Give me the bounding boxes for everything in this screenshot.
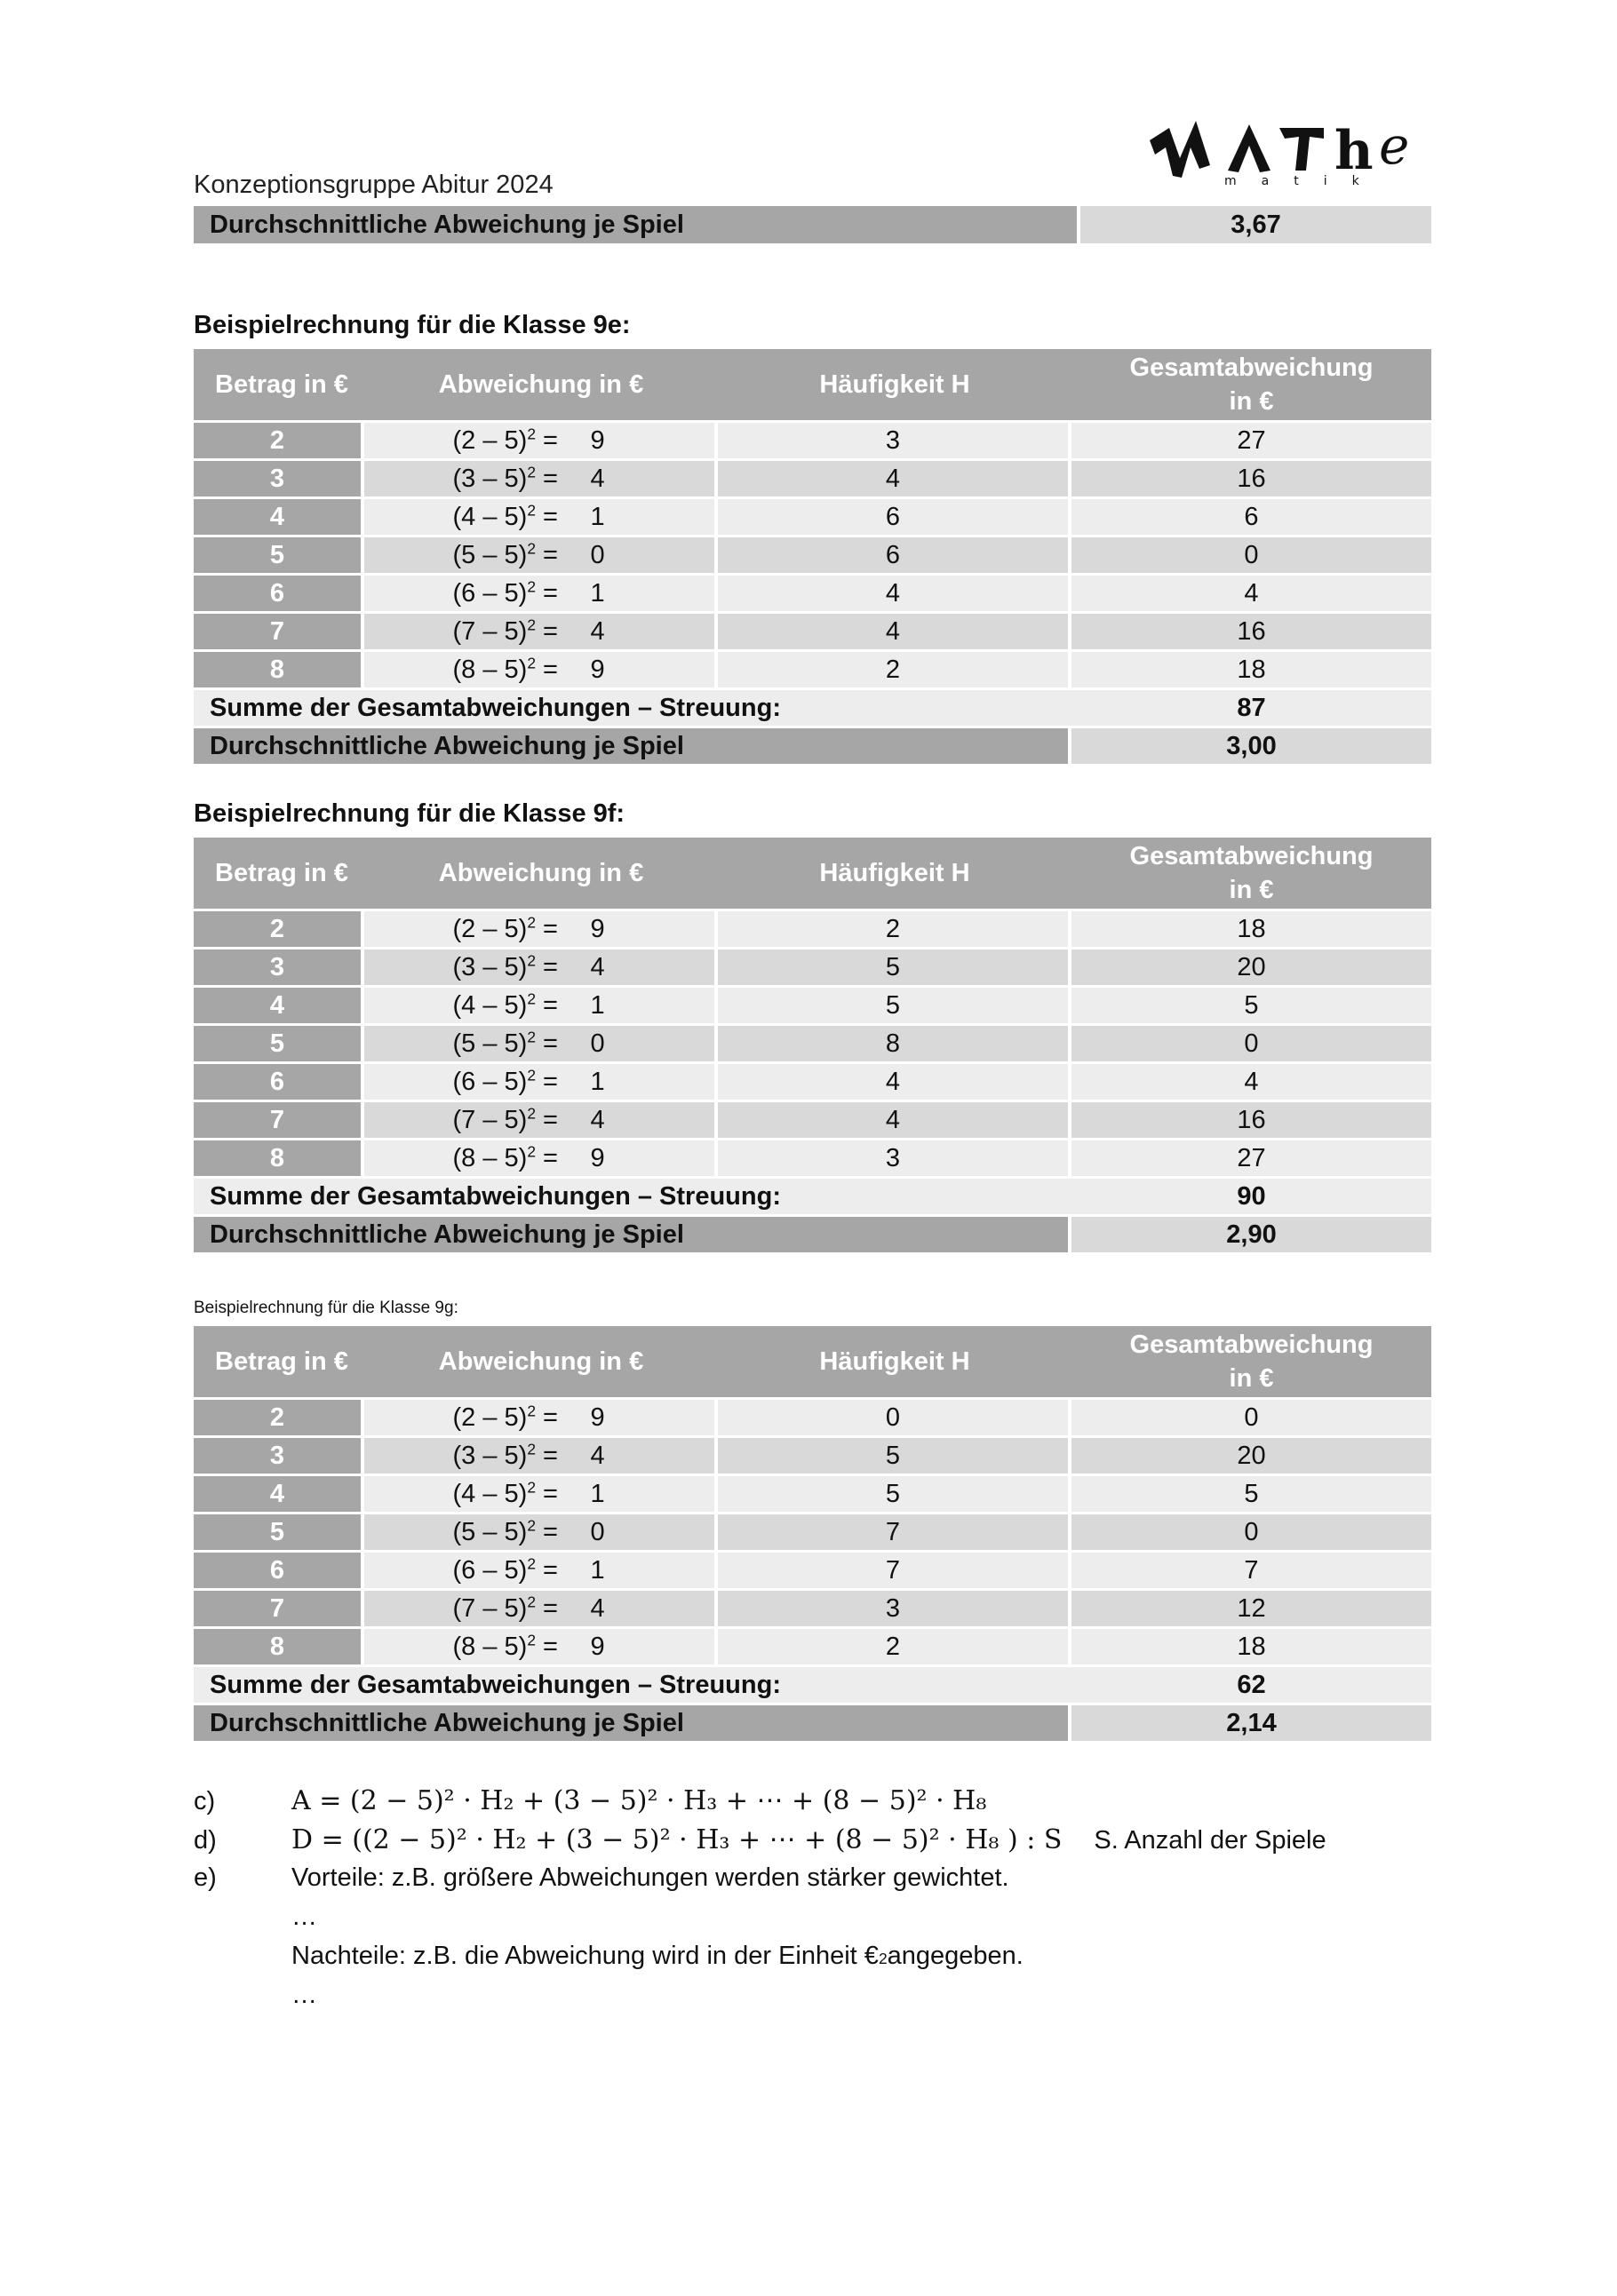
col-header-betrag: Betrag in € [194,349,364,420]
cell-deviation: (5 – 5)$^2$ = 0 [364,537,718,573]
cell-deviation: (8 – 5)$^2$ = 9 [364,652,718,687]
cell-amount: 3 [194,461,364,497]
cell-amount: 2 [194,423,364,458]
answer-e-ellipsis-1 [194,1903,1438,1942]
cell-total: 16 [1071,461,1431,497]
cell-deviation: (3 – 5)$^2$ = 4 [364,461,718,497]
deviation-exp: 2 [527,1439,536,1458]
average-value: 2,90 [1071,1217,1431,1252]
deviation-expr: (3 – 5) [452,952,528,981]
deviation-result: 1 [590,1067,605,1096]
header-text: Konzeptionsgruppe Abitur 2024 [194,171,554,199]
deviation-exp: 2 [527,1027,536,1045]
cell-total: 18 [1071,911,1431,947]
cell-deviation: (3 – 5)$^2$ = 4 [364,949,718,985]
deviation-result: 1 [590,502,605,531]
deviation-result: 1 [590,990,605,1020]
deviation-exp: 2 [527,1515,536,1534]
cell-total: 0 [1071,1400,1431,1435]
cell-frequency: 5 [718,949,1071,985]
cell-total: 6 [1071,499,1431,535]
cell-deviation: (7 – 5)$^2$ = 4 [364,1102,718,1138]
cell-frequency: 5 [718,988,1071,1023]
cell-total: 27 [1071,1140,1431,1176]
deviation-exp: 2 [527,462,536,481]
cell-deviation: (6 – 5)$^2$ = 1 [364,1064,718,1100]
answer-e-dots-2: … [291,1981,317,2009]
table-row [194,949,1431,985]
deviation-expr: (8 – 5) [452,655,528,684]
top-average-value: 3,67 [1080,206,1431,243]
deviation-result: 1 [590,1479,605,1508]
cell-total: 5 [1071,988,1431,1023]
cell-total: 12 [1071,1591,1431,1626]
cell-amount: 8 [194,1629,364,1664]
deviation-result: 4 [590,1441,605,1470]
answer-d-note: S. Anzahl der Spiele [1094,1826,1326,1855]
answer-d-formula: D = ((2 − 5)² · H₂ + (3 − 5)² · H₃ + ⋯ + (8 − 5)² · H₈ ) : S [291,1824,1063,1855]
cell-deviation: (8 – 5)$^2$ = 9 [364,1140,718,1176]
cell-amount: 6 [194,1553,364,1588]
section-title-9f: Beispielrechnung für die Klasse 9f: [194,799,625,828]
cell-amount: 4 [194,499,364,535]
table-header-row [194,349,1431,420]
cell-frequency: 3 [718,1140,1071,1176]
deviation-expr: (4 – 5) [452,990,528,1020]
col-header-betrag: Betrag in € [194,838,364,909]
deviation-result: 4 [590,1105,605,1134]
cell-total: 18 [1071,652,1431,687]
deviation-exp: 2 [527,424,536,442]
deviation-exp: 2 [527,950,536,969]
table-row [194,652,1431,687]
deviation-expr: (8 – 5) [452,1632,528,1661]
deviation-exp: 2 [527,1103,536,1122]
top-average-label: Durchschnittliche Abweichung je Spiel [194,206,1077,243]
cell-amount: 6 [194,576,364,611]
cell-total: 0 [1071,537,1431,573]
cell-amount: 3 [194,1438,364,1474]
cell-deviation: (2 – 5)$^2$ = 9 [364,1400,718,1435]
table-row [194,576,1431,611]
answer-e-nachteile: Nachteile: z.B. die Abweichung wird in der Einheit € 2 angegeben. [291,1942,1024,1970]
deviation-result: 9 [590,1402,605,1432]
col-header-gesamt-line1: Gesamtabweichung [1129,354,1374,382]
deviation-expr: (5 – 5) [452,540,528,569]
cell-total: 0 [1071,1514,1431,1550]
cell-deviation: (5 – 5)$^2$ = 0 [364,1026,718,1061]
deviation-exp: 2 [527,1553,536,1572]
cell-deviation: (8 – 5)$^2$ = 9 [364,1629,718,1664]
cell-deviation: (4 – 5)$^2$ = 1 [364,1476,718,1512]
table-row [194,614,1431,649]
deviation-exp: 2 [527,538,536,557]
cell-total: 18 [1071,1629,1431,1664]
cell-deviation: (5 – 5)$^2$ = 0 [364,1514,718,1550]
cell-total: 5 [1071,1476,1431,1512]
deviation-exp: 2 [527,912,536,931]
table-row [194,537,1431,573]
deviation-result: 1 [590,1555,605,1585]
cell-amount: 5 [194,537,364,573]
table-row [194,1629,1431,1664]
cell-frequency: 4 [718,1064,1071,1100]
cell-amount: 5 [194,1026,364,1061]
table-row [194,1140,1431,1176]
cell-frequency: 2 [718,652,1071,687]
cell-frequency: 3 [718,423,1071,458]
deviation-result: 4 [590,616,605,646]
cell-amount: 8 [194,652,364,687]
table-row [194,423,1431,458]
cell-amount: 2 [194,911,364,947]
svg-text:e: e [1379,115,1410,176]
deviation-result: 9 [590,914,605,943]
cell-deviation: (7 – 5)$^2$ = 4 [364,1591,718,1626]
col-header-gesamtabweichung [1071,349,1431,420]
deviation-exp: 2 [527,576,536,595]
average-label: Durchschnittliche Abweichung je Spiel [194,1705,1071,1741]
deviation-expr: (4 – 5) [452,1479,528,1508]
average-row [194,728,1431,764]
average-row [194,1217,1431,1252]
answers-block [194,1785,1438,2020]
sum-value: 90 [1071,1179,1431,1214]
cell-total: 20 [1071,949,1431,985]
sum-row [194,690,1431,726]
sum-row [194,1667,1431,1703]
table-9g [194,1323,1431,1744]
deviation-expr: (7 – 5) [452,1105,528,1134]
col-header-gesamt-line2: in € [1229,387,1274,416]
sum-row [194,1179,1431,1214]
cell-frequency: 4 [718,1102,1071,1138]
cell-frequency: 5 [718,1476,1071,1512]
average-label: Durchschnittliche Abweichung je Spiel [194,1217,1071,1252]
col-header-gesamt-line1: Gesamtabweichung [1129,1331,1374,1359]
cell-total: 27 [1071,423,1431,458]
table-row [194,1064,1431,1100]
svg-text:h: h [1334,120,1374,182]
table-row [194,461,1431,497]
cell-frequency: 0 [718,1400,1071,1435]
table-header-row [194,838,1431,909]
col-header-abweichung: Abweichung in € [364,1326,718,1397]
col-header-gesamtabweichung [1071,1326,1431,1397]
table-row [194,1102,1431,1138]
cell-deviation: (6 – 5)$^2$ = 1 [364,1553,718,1588]
deviation-exp: 2 [527,989,536,1007]
deviation-exp: 2 [527,653,536,671]
cell-amount: 4 [194,1476,364,1512]
answer-d [194,1824,1438,1863]
cell-deviation: (4 – 5)$^2$ = 1 [364,499,718,535]
answer-c [194,1785,1438,1824]
answer-e-dots-1: … [291,1903,317,1931]
deviation-result: 9 [590,1143,605,1172]
deviation-exp: 2 [527,1401,536,1419]
cell-amount: 8 [194,1140,364,1176]
cell-deviation: (3 – 5)$^2$ = 4 [364,1438,718,1474]
cell-amount: 7 [194,1102,364,1138]
deviation-result: 9 [590,425,605,455]
section-title-9g: Beispielrechnung für die Klasse 9g: [194,1299,458,1317]
average-label: Durchschnittliche Abweichung je Spiel [194,728,1071,764]
cell-frequency: 4 [718,461,1071,497]
deviation-expr: (2 – 5) [452,914,528,943]
cell-total: 16 [1071,614,1431,649]
cell-frequency: 4 [718,576,1071,611]
col-header-abweichung: Abweichung in € [364,349,718,420]
cell-frequency: 2 [718,1629,1071,1664]
table-row [194,1438,1431,1474]
table-row [194,988,1431,1023]
cell-amount: 7 [194,1591,364,1626]
deviation-exp: 2 [527,500,536,519]
deviation-result: 4 [590,1593,605,1623]
sum-label: Summe der Gesamtabweichungen – Streuung: [194,690,1071,726]
answer-e-vorteile: Vorteile: z.B. größere Abweichungen werden stärker gewichtet. [291,1863,1009,1892]
deviation-expr: (5 – 5) [452,1517,528,1546]
deviation-result: 1 [590,578,605,608]
table-header-row [194,1326,1431,1397]
cell-frequency: 5 [718,1438,1071,1474]
cell-frequency: 7 [718,1514,1071,1550]
deviation-result: 9 [590,655,605,684]
deviation-exp: 2 [527,1592,536,1610]
deviation-expr: (7 – 5) [452,1593,528,1623]
deviation-expr: (6 – 5) [452,1067,528,1096]
table-row [194,1026,1431,1061]
deviation-expr: (6 – 5) [452,578,528,608]
table-9e [194,346,1431,767]
table-row [194,1400,1431,1435]
sum-label: Summe der Gesamtabweichungen – Streuung: [194,1179,1071,1214]
deviation-exp: 2 [527,1065,536,1084]
deviation-result: 9 [590,1632,605,1661]
deviation-expr: (3 – 5) [452,464,528,493]
table-row [194,1514,1431,1550]
answer-c-formula: A = (2 − 5)² · H₂ + (3 − 5)² · H₃ + ⋯ + (8 − 5)² · H₈ [291,1785,987,1816]
cell-amount: 3 [194,949,364,985]
cell-amount: 4 [194,988,364,1023]
sum-value: 62 [1071,1667,1431,1703]
answer-e [194,1863,1438,1903]
deviation-expr: (7 – 5) [452,616,528,646]
cell-total: 4 [1071,576,1431,611]
col-header-abweichung: Abweichung in € [364,838,718,909]
mathematik-logo [1146,114,1430,188]
cell-frequency: 6 [718,499,1071,535]
cell-frequency: 6 [718,537,1071,573]
cell-total: 16 [1071,1102,1431,1138]
top-average-row [194,206,1431,243]
deviation-expr: (5 – 5) [452,1029,528,1058]
deviation-expr: (6 – 5) [452,1555,528,1585]
cell-amount: 7 [194,614,364,649]
cell-deviation: (2 – 5)$^2$ = 9 [364,911,718,947]
col-header-gesamt-line2: in € [1229,1364,1274,1393]
deviation-result: 4 [590,464,605,493]
deviation-expr: (8 – 5) [452,1143,528,1172]
col-header-haeufigkeit: Häufigkeit H [718,349,1071,420]
average-value: 2,14 [1071,1705,1431,1741]
deviation-result: 0 [590,540,605,569]
table-row [194,1553,1431,1588]
sum-label: Summe der Gesamtabweichungen – Streuung: [194,1667,1071,1703]
average-value: 3,00 [1071,728,1431,764]
col-header-haeufigkeit: Häufigkeit H [718,838,1071,909]
section-title-9e: Beispielrechnung für die Klasse 9e: [194,311,631,339]
cell-total: 0 [1071,1026,1431,1061]
deviation-expr: (2 – 5) [452,1402,528,1432]
cell-frequency: 2 [718,911,1071,947]
table-row [194,911,1431,947]
cell-amount: 5 [194,1514,364,1550]
col-header-gesamt-line2: in € [1229,876,1274,904]
deviation-exp: 2 [527,1141,536,1160]
cell-total: 7 [1071,1553,1431,1588]
deviation-result: 0 [590,1029,605,1058]
cell-deviation: (2 – 5)$^2$ = 9 [364,423,718,458]
cell-amount: 2 [194,1400,364,1435]
answer-c-label: c) [194,1787,216,1815]
cell-amount: 6 [194,1064,364,1100]
deviation-exp: 2 [527,1630,536,1649]
table-row [194,1591,1431,1626]
cell-frequency: 7 [718,1553,1071,1588]
answer-e-nachteile-post: angegeben. [887,1942,1024,1970]
table-row [194,499,1431,535]
deviation-result: 0 [590,1517,605,1546]
cell-deviation: (4 – 5)$^2$ = 1 [364,988,718,1023]
col-header-betrag: Betrag in € [194,1326,364,1397]
col-header-gesamt-line1: Gesamtabweichung [1129,842,1374,870]
answer-d-label: d) [194,1826,217,1855]
cell-frequency: 3 [718,1591,1071,1626]
answer-e-ellipsis-2 [194,1981,1438,2020]
deviation-expr: (2 – 5) [452,425,528,455]
cell-total: 4 [1071,1064,1431,1100]
col-header-haeufigkeit: Häufigkeit H [718,1326,1071,1397]
deviation-expr: (4 – 5) [452,502,528,531]
table-row [194,1476,1431,1512]
cell-deviation: (6 – 5)$^2$ = 1 [364,576,718,611]
answer-e-nachteile-pre: Nachteile: z.B. die Abweichung wird in der Einheit € [291,1942,879,1970]
average-row [194,1705,1431,1741]
table-9f [194,835,1431,1255]
cell-deviation: (7 – 5)$^2$ = 4 [364,614,718,649]
deviation-result: 4 [590,952,605,981]
answer-e-label: e) [194,1863,217,1892]
deviation-exp: 2 [527,1477,536,1496]
deviation-exp: 2 [527,615,536,633]
col-header-gesamtabweichung [1071,838,1431,909]
deviation-expr: (3 – 5) [452,1441,528,1470]
svg-text:matik: matik [1224,174,1384,188]
sum-value: 87 [1071,690,1431,726]
cell-frequency: 8 [718,1026,1071,1061]
cell-frequency: 4 [718,614,1071,649]
cell-total: 20 [1071,1438,1431,1474]
